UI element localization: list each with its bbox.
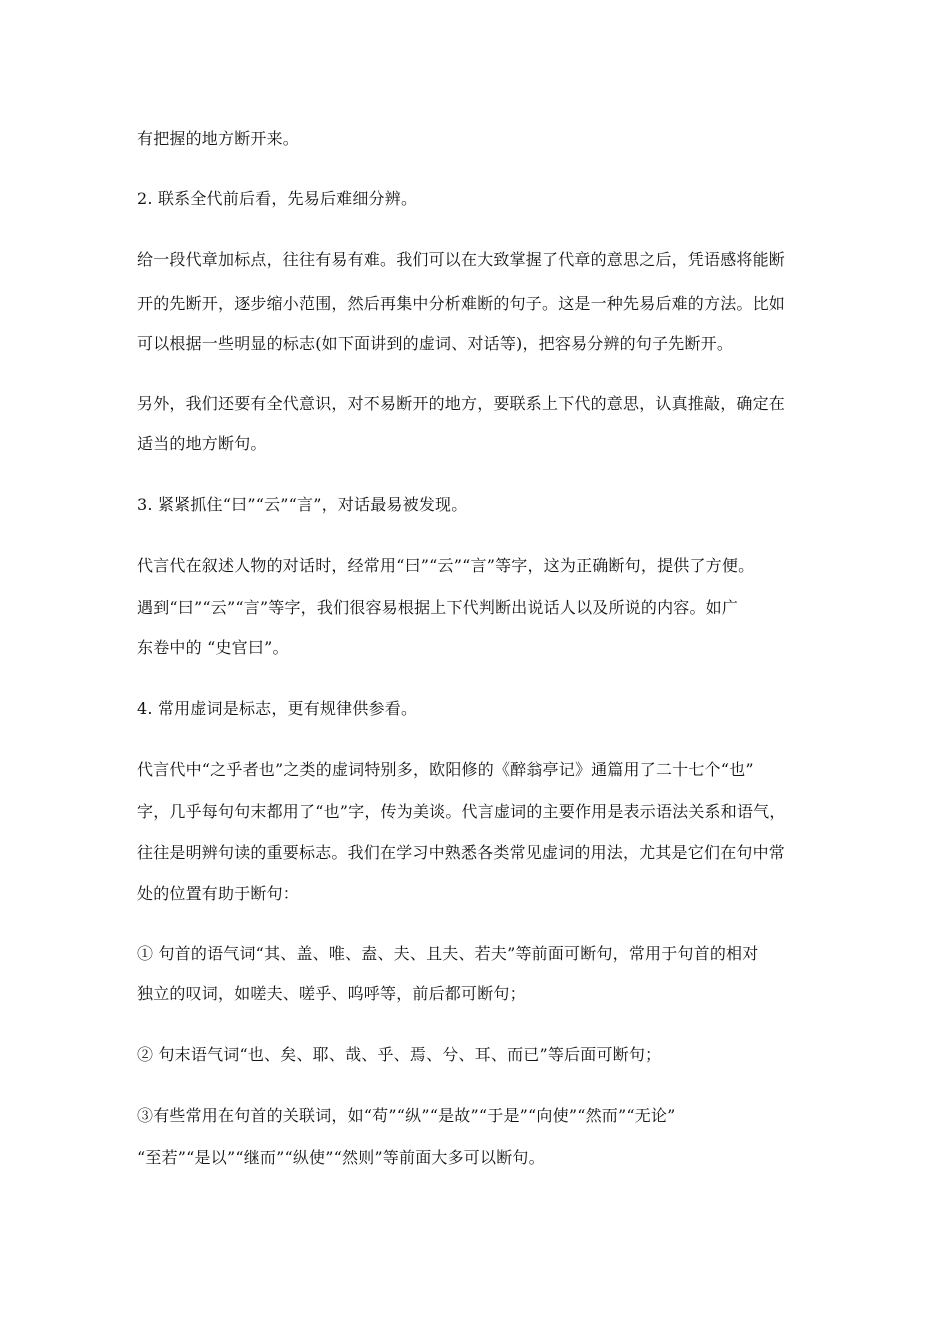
- text-line: 有把握的地方断开来。: [137, 129, 300, 148]
- text-line: 开的先断开，逐步缩小范围，然后再集中分析难断的句子。这是一种先易后难的方法。比如: [137, 294, 786, 313]
- text-line: 代言代在叙述人物的对话时，经常用“曰”“云”“言”等字，这为正确断句，提供了方便。: [137, 556, 755, 575]
- list-item-continuation: 独立的叹词，如嗟夫、嗟乎、呜呼等，前后都可断句；: [137, 984, 526, 1003]
- text-line: 可以根据一些明显的标志(如下面讲到的虚词、对话等)，把容易分辨的句子先断开。: [137, 334, 734, 353]
- text-line: 适当的地方断句。: [137, 434, 267, 453]
- text-line: 字，几乎每句句末都用了“也”字，传为美谈。代言虚词的主要作用是表示语法关系和语气，: [137, 802, 786, 821]
- section-heading: 3. 紧紧抓住“曰”“云”“言”，对话最易被发现。: [137, 495, 468, 514]
- list-item-continuation: “至若”“是以”“继而”“纵使”“然则”等前面大多可以断句。: [137, 1148, 545, 1167]
- list-item: ② 句末语气词“也、矣、耶、哉、乎、焉、兮、耳、而已”等后面可断句；: [137, 1045, 662, 1064]
- section-heading: 4. 常用虚词是标志，更有规律供参看。: [137, 699, 418, 718]
- section-heading: 2. 联系全代前后看，先易后难细分辨。: [137, 189, 418, 208]
- text-line: 东卷中的 “史官曰”。: [137, 638, 289, 657]
- text-line: 处的位置有助于断句：: [137, 884, 300, 903]
- text-line: 给一段代章加标点，往往有易有难。我们可以在大致掌握了代章的意思之后，凭语感将能断: [137, 250, 786, 269]
- list-item: ① 句首的语气词“其、盖、唯、盍、夫、且夫、若夫”等前面可断句，常用于句首的相对: [137, 944, 759, 963]
- list-item: ③有些常用在句首的关联词，如“苟”“纵”“是故”“于是”“向使”“然而”“无论”: [137, 1106, 676, 1125]
- text-line: 另外，我们还要有全代意识，对不易断开的地方，要联系上下代的意思，认真推敲，确定在: [137, 394, 786, 413]
- text-line: 遇到“曰”“云”“言”等字，我们很容易根据上下代判断出说话人以及所说的内容。如广: [137, 598, 739, 617]
- text-line: 代言代中“之乎者也”之类的虚词特别多，欧阳修的《醉翁亭记》通篇用了二十七个“也”: [137, 760, 754, 779]
- text-line: 往往是明辨句读的重要标志。我们在学习中熟悉各类常见虚词的用法，尤其是它们在句中常: [137, 843, 786, 862]
